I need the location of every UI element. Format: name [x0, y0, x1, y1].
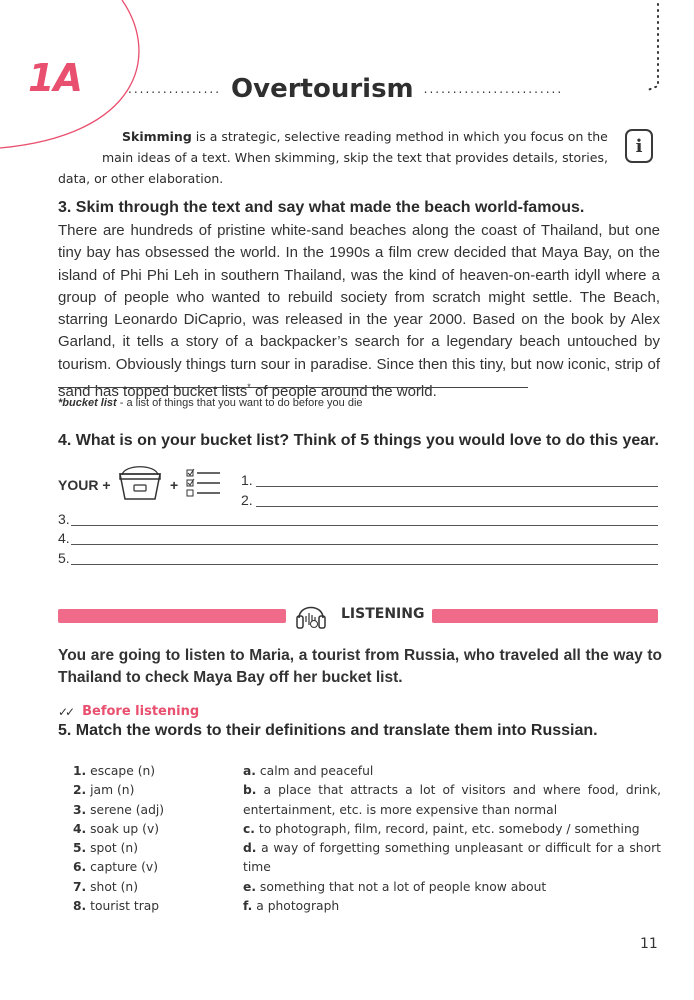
listening-intro: You are going to listen to Maria, a tourist from Russia, who traveled all the way to Thailand to check Maya Bay off her bucket list.	[58, 647, 662, 686]
checklist-icon	[186, 468, 222, 500]
word-number: 4.	[73, 821, 87, 836]
definition-text: a way of forgetting something unpleasant or difficult for a short time	[243, 841, 661, 875]
plus-sign: +	[170, 477, 179, 493]
footnote	[58, 397, 363, 409]
definition-item	[243, 878, 661, 897]
skim-term: Skimming	[122, 129, 192, 144]
word-text: jam (n)	[86, 783, 135, 798]
listening-band-right	[432, 609, 658, 623]
task3-text-main: There are hundreds of pristine white-sand beaches along the coast of Thailand, but one tiny bay has obsessed the world. In the 1990s a film crew decided that Maya Bay, on the island of Phi Phi Leh in southern Thailand, was the kind of heaven-on-earth idyll where a group of people who wanted to rebuild society from scratch might settle. The Beach, starring Leonardo DiCaprio, was released in the year 2000. Based on the book by Alex Garland, it tells a story of a backpacker’s search for a legendary beach untouched by tourism. Obviously things turn sour in paradise. Since then this tiny, but now iconic, strip of sand has topped bucket lists	[58, 222, 660, 401]
task3-text	[58, 220, 660, 403]
bucket-line-number-5: 5.	[58, 550, 70, 566]
title-dots-left: ................	[128, 82, 222, 96]
word-list	[73, 762, 164, 916]
definition-item	[243, 762, 661, 781]
definition-list	[243, 762, 661, 916]
definition-text: to photograph, film, record, paint, etc. somebody / something	[254, 821, 640, 836]
task3-heading: 3. Skim through the text and say what made the beach world-famous.	[58, 199, 585, 216]
definition-item	[243, 897, 661, 916]
bucket-list-line-2[interactable]	[256, 506, 658, 507]
listening-band-left	[58, 609, 286, 623]
task5-heading: 5. Match the words to their definitions and translate them into Russian.	[58, 722, 598, 739]
title-row	[128, 74, 563, 104]
word-number: 5.	[73, 841, 87, 856]
skim-line-2: main ideas of a text. When skimming, skip the text that provides details, stories,	[102, 150, 608, 165]
word-text: soak up (v)	[86, 821, 160, 836]
dotted-corner	[648, 4, 658, 90]
definition-text: a place that attracts a lot of visitors and where food, drink, entertainment, etc. is more expensive than normal	[243, 783, 661, 817]
definition-item	[243, 839, 661, 878]
bucket-list-line-4[interactable]	[71, 544, 658, 545]
word-text: spot (n)	[86, 841, 138, 856]
definition-letter: a.	[243, 764, 256, 778]
unit-number: 1A	[28, 56, 82, 100]
before-listening-label: Before listening	[82, 704, 200, 719]
definition-text: something that not a lot of people know about	[256, 879, 547, 894]
bucket-list-line-3[interactable]	[71, 525, 658, 526]
word-number: 2.	[73, 783, 87, 798]
word-text: tourist trap	[86, 899, 160, 914]
word-text: capture (v)	[86, 860, 158, 875]
word-item	[73, 897, 164, 916]
definition-letter: d.	[243, 841, 257, 856]
bucket-line-number-4: 4.	[58, 530, 70, 546]
word-item	[73, 781, 164, 800]
task4-heading: 4. What is on your bucket list? Think of 5 things you would love to do this year.	[58, 432, 659, 449]
definition-letter: c.	[243, 821, 255, 836]
word-item	[73, 858, 164, 877]
footnote-rule	[58, 387, 528, 388]
definition-item	[243, 820, 661, 839]
info-icon: i	[625, 129, 653, 163]
word-number: 6.	[73, 860, 87, 875]
bucket-list-line-1[interactable]	[256, 486, 658, 487]
word-item	[73, 878, 164, 897]
double-check-icon: ✓✓	[58, 704, 73, 719]
before-listening	[58, 704, 199, 719]
word-item	[73, 762, 164, 781]
word-item	[73, 801, 164, 820]
word-text: shot (n)	[86, 879, 138, 894]
definition-letter: f.	[243, 899, 253, 914]
bucket-line-number-3: 3.	[58, 511, 70, 527]
word-item	[73, 839, 164, 858]
page-number: 11	[640, 936, 658, 952]
definition-text: calm and peaceful	[255, 764, 374, 778]
bucket-list-asterisk: *	[247, 382, 251, 393]
skim-line-1	[122, 126, 618, 147]
skimming-tip	[58, 126, 618, 189]
word-number: 1.	[73, 764, 87, 778]
definition-item	[243, 781, 661, 820]
headphones-icon	[294, 598, 328, 632]
task3-text-end: of people around the world.	[250, 383, 437, 401]
bucket-icon	[118, 466, 162, 502]
definition-letter: e.	[243, 879, 257, 894]
word-item	[73, 820, 164, 839]
bucket-line-number-2: 2.	[241, 492, 253, 508]
page-title: Overtourism	[231, 74, 414, 104]
definition-text: a photograph	[252, 899, 340, 914]
footnote-term: *bucket list	[58, 397, 117, 409]
word-text: serene (adj)	[86, 802, 165, 817]
word-number: 7.	[73, 879, 87, 894]
your-label: YOUR +	[58, 477, 111, 493]
word-number: 8.	[73, 899, 87, 914]
bucket-line-number-1: 1.	[241, 472, 253, 488]
definition-letter: b.	[243, 783, 257, 798]
footnote-definition: - a list of things that you want to do before you die	[116, 397, 363, 409]
bucket-list-line-5[interactable]	[71, 564, 658, 565]
skim-line-1-text: is a strategic, selective reading method in which you focus on the	[191, 129, 608, 144]
word-number: 3.	[73, 802, 87, 817]
word-text: escape (n)	[86, 764, 156, 778]
listening-label: LISTENING	[341, 606, 425, 622]
skim-line-3: data, or other elaboration.	[58, 171, 224, 186]
title-dots-right: ........................	[423, 82, 564, 96]
